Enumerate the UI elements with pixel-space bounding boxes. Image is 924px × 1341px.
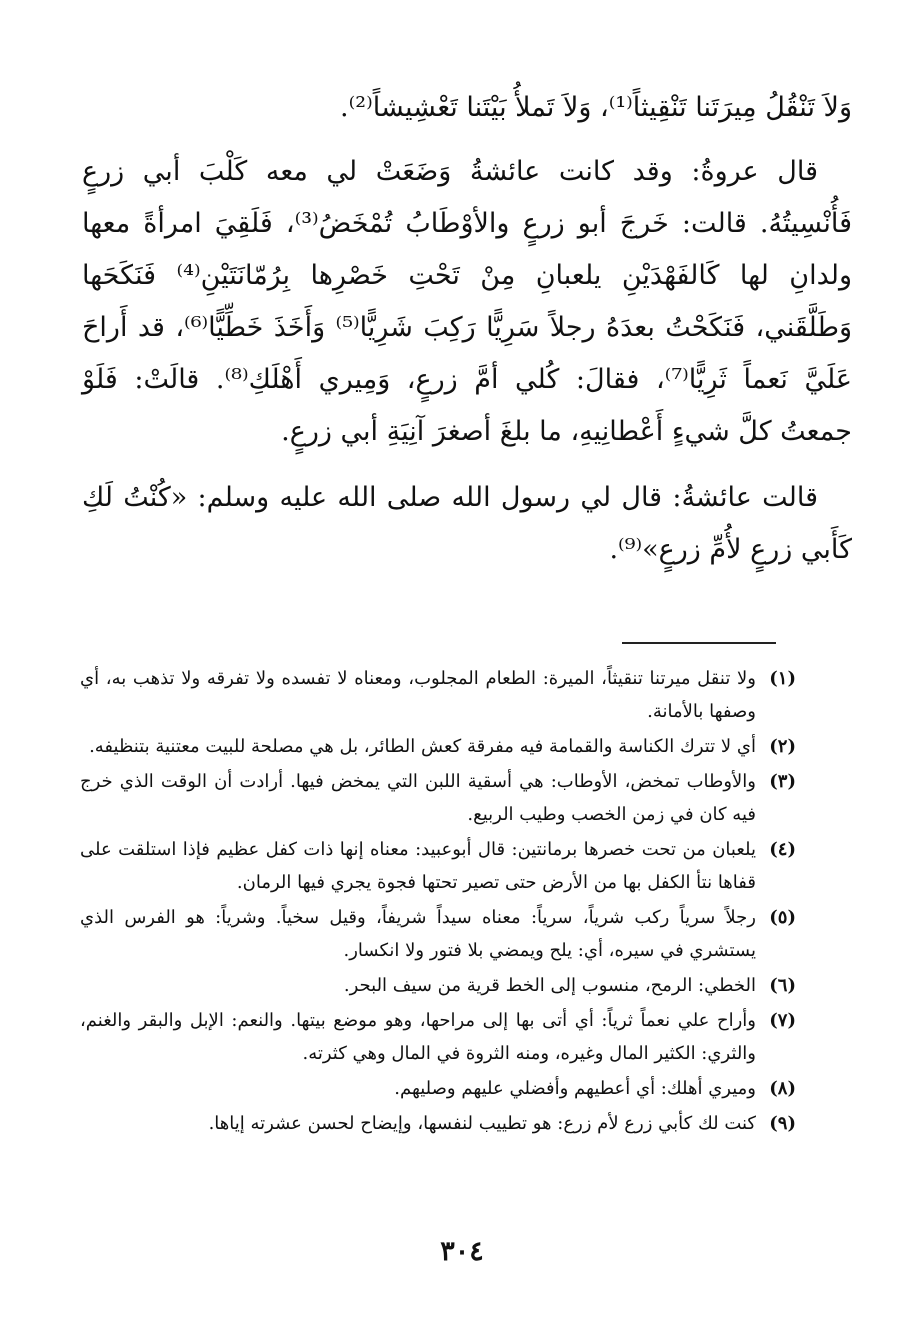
footnote-number: (٨) — [769, 1078, 796, 1099]
footnote-item — [80, 662, 796, 728]
footnote-item — [80, 1004, 796, 1070]
footnote-text: ولا تنقل ميرتنا تنقيثاً، الميرة: الطعام المجلوب، ومعناه لا تفسده ولا تفرقه ولا تذهب به، أي وصفها بالأمانة. — [80, 668, 756, 722]
footnote-text: كنت لك كأبي زرع لأم زرع: هو تطييب لنفسها، وإيضاح لحسن عشرته إياها. — [208, 1113, 756, 1134]
footnote-number: (٥) — [769, 907, 796, 928]
footnote-item — [80, 969, 796, 1002]
footnote-number: (٤) — [769, 839, 796, 860]
footnote-text: رجلاً سرياً ركب شرياً، سرياً: معناه سيداً شريفاً، وقيل سخياً. وشرياً: هو الفرس الذي يستشري في سيره، أي: يلح ويمضي بلا فتور ولا انكسار. — [80, 907, 756, 961]
footnote-item — [80, 765, 796, 831]
footnote-number: (١) — [769, 668, 796, 689]
footnote-text: وميري أهلك: أي أعطيهم وأفضلي عليهم وصليهم. — [394, 1078, 756, 1099]
footnote-item — [80, 1072, 796, 1105]
footnote-number: (٢) — [769, 736, 796, 757]
paragraph-3: قالت عائشةُ: قال لي رسول الله صلى الله عليه وسلم: «كُنْتُ لَكِ كَأَبي زرعٍ لأُمِّ زرعٍ»⁽⁹⁾. — [82, 482, 852, 565]
footnotes-list — [80, 662, 796, 1142]
footnote-item — [80, 1107, 796, 1140]
footnote-text: أي لا تترك الكناسة والقمامة فيه مفرقة كعش الطائر، بل هي مصلحة للبيت معتنية بتنظيفه. — [89, 736, 756, 757]
main-text — [82, 82, 852, 576]
footnote-text: وأراح علي نعماً ثرياً: أي أتى بها إلى مراحها، وهو موضع بيتها. والنعم: الإبل والبقر والغنم، والثري: الكثير المال وغيره، ومنه الثروة في المال وهي كثرته. — [80, 1010, 756, 1064]
footnote-separator — [622, 642, 776, 644]
footnote-item — [80, 833, 796, 899]
footnote-number: (٩) — [769, 1113, 796, 1134]
footnote-number: (٧) — [769, 1010, 796, 1031]
footnote-item — [80, 901, 796, 967]
footnote-number: (٣) — [769, 771, 796, 792]
footnote-text: يلعبان من تحت خصرها برمانتين: قال أبوعبيد: معناه إنها ذات كفل عظيم فإذا استلقت على قفاها نتأ الكفل بها من الأرض حتى تصير تحتها فجوة يجري فيها الرمان. — [80, 839, 756, 893]
footnote-number: (٦) — [769, 975, 796, 996]
footnote-text: والأوطاب تمخض، الأوطاب: هي أسقية اللبن التي يمخض فيها. أرادت أن الوقت الذي خرج فيه كان في زمن الخصب وطيب الربيع. — [80, 771, 756, 825]
paragraph-1: وَلاَ تَنْقُلُ مِيرَتَنا تَنْقِيثاً⁽¹⁾، وَلاَ تَملأُ بَيْتَنا تَعْشِيشاً⁽²⁾. — [340, 92, 852, 123]
footnote-item — [80, 730, 796, 763]
paragraph-2: قال عروةُ: وقد كانت عائشةُ وَضَعَتْ لي معه كَلْبَ أبي زرعٍ فَأُنْسِيتُهُ. قالت: خَرجَ أبو زرعٍ والأوْطَابُ تُمْخَضُ⁽³⁾، فَلَقِيَ امرأةً معها ولدانِ لها كَالفَهْدَيْنِ يلعبانِ مِنْ تَحْتِ خَصْرِها بِرُمّانَتَيْنِ⁽⁴⁾ فَنَكَحَها وَطَلَّقَني، فَنَكَحْتُ بعدَهُ رجلاً سَرِيًّا رَكِبَ شَرِيًّا⁽⁵⁾ وَأَخَذَ خَطِّيًّا⁽⁶⁾، قد أَراحَ عَلَيَّ نَعماً ثَرِيًّا⁽⁷⁾، فقالَ: كُلي أمَّ زرعٍ، وَمِيري أَهْلَكِ⁽⁸⁾. قالَتْ: فَلَوْ جمعتُ كلَّ شيءٍ أَعْطانِيهِ، ما بلغَ أصغرَ آنِيَةِ أبي زرعٍ. — [82, 156, 853, 447]
page-number: ٣٠٤ — [440, 1236, 484, 1267]
footnote-text: الخطي: الرمح، منسوب إلى الخط قرية من سيف البحر. — [343, 975, 756, 996]
